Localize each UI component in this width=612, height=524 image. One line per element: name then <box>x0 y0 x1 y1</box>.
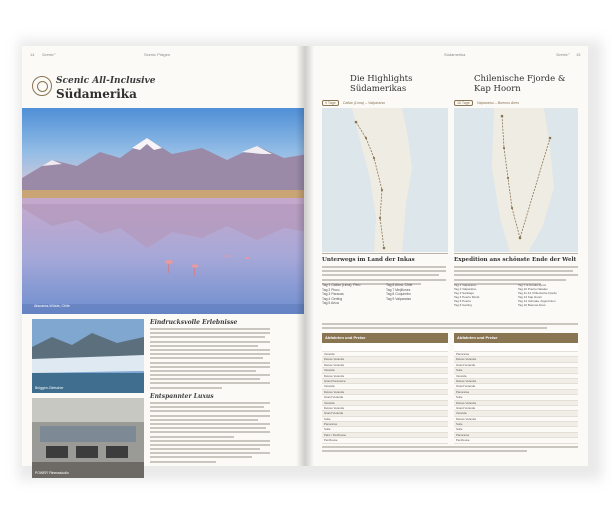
col2-title-line2: Kap Hoorn <box>474 84 521 94</box>
fitness-photo <box>32 398 144 478</box>
right-page <box>304 46 588 466</box>
running-head-brand-left: Scenic° <box>42 52 56 57</box>
table-row: Deluxe Veranda <box>454 357 578 362</box>
itinerary-day: Tag 3 Santiago <box>454 291 475 295</box>
col2-days-badge: 16 Tage <box>454 100 473 106</box>
itinerary-day: Tag 3 Paracas <box>322 292 344 297</box>
table-row: Palm / Penthouse <box>322 433 448 438</box>
table-column-header <box>322 343 448 352</box>
itinerary-day: Tag 11-12 Chilenische Fjorde <box>518 291 557 295</box>
itinerary-day: Tag 6 Arica, Chile <box>386 283 413 287</box>
table-row: Veranda <box>454 411 578 416</box>
glacier-caption: Brüggen-Gletscher <box>35 386 64 390</box>
table-row: Panorama <box>322 422 448 427</box>
table-row: Deluxe Veranda <box>322 363 448 368</box>
itinerary-day: Tag 14 Ushuaia, Argentinien <box>518 299 556 303</box>
table-row: Panorama <box>454 352 578 357</box>
itinerary-day: Tag 1 Valparaíso <box>454 283 477 287</box>
left-page <box>22 46 308 475</box>
hero-caption: Atacama-Wüste, Chile <box>34 304 70 308</box>
itinerary-day: Tag 4 Puerto Montt <box>454 295 480 299</box>
page-title: Südamerika <box>56 87 137 101</box>
tables-intro-text <box>322 323 578 331</box>
col1-route: Callao (Lima) – Valparaíso <box>342 101 386 105</box>
table-row: Deluxe Veranda <box>322 406 448 411</box>
table-row: Panorama <box>454 390 578 395</box>
table-row: Deluxe Veranda <box>454 417 578 422</box>
book-gutter <box>296 46 314 466</box>
table-row: Suite <box>454 422 578 427</box>
itinerary-day: Tag 7-9 Amalia Fjord <box>518 283 546 287</box>
section-heading-luxury: Entspannter Luxus <box>150 393 214 400</box>
table-row: Grand Veranda <box>454 363 578 368</box>
itinerary-day: Tag 16 Buenos Aires <box>518 303 546 307</box>
scenic-logo-icon <box>32 76 52 96</box>
col1-days-badge: 9 Tage <box>322 100 339 106</box>
table-row: Penthouse <box>454 438 578 443</box>
footnote-text <box>322 446 578 454</box>
col2-itinerary <box>454 283 578 307</box>
itinerary-day: Tag 13 Kap Hoorn <box>518 295 543 299</box>
itinerary-day: Tag 8 Coquimbo <box>386 292 411 297</box>
itinerary-day: Tag 1 Callao (Lima), Peru <box>322 283 361 287</box>
col2-price-table <box>454 333 578 444</box>
table-row: Penthouse <box>322 438 448 443</box>
col1-route-bar <box>322 100 448 106</box>
col2-route-map <box>454 108 578 252</box>
itinerary-day: Tag 5 Puerto <box>454 299 472 303</box>
col1-title-line1: Die Highlights <box>350 74 413 84</box>
itinerary-day: Tag 6 Gerling <box>454 303 472 307</box>
table-row: Grand Veranda <box>322 395 448 400</box>
col1-title-line2: Südamerikas <box>350 84 407 94</box>
table-row: Grand Veranda <box>454 384 578 389</box>
itinerary-day: Tag 2 Pisco <box>322 287 340 292</box>
itinerary-day: Tag 10 Puerto Natales <box>518 287 548 291</box>
section-heading-experiences: Eindrucksvolle Erlebnisse <box>150 319 238 326</box>
table-row: Grand Veranda <box>322 411 448 416</box>
page-number-right: 15 <box>576 52 581 57</box>
col2-title-line1: Chilenische Fjorde & <box>474 74 566 84</box>
fitness-caption: POWER Fitnessstudio <box>35 471 69 475</box>
table-row: Veranda <box>322 368 448 373</box>
table-row: Grand Panorama <box>322 379 448 384</box>
table-row: Deluxe Veranda <box>454 401 578 406</box>
table-row: Suite <box>322 417 448 422</box>
table-row: Veranda <box>322 384 448 389</box>
itinerary-day: Tag 5 Arica <box>322 301 339 306</box>
col1-title <box>350 74 412 94</box>
itinerary-day: Tag 7 Mejillones <box>386 287 411 292</box>
col1-section-heading: Unterwegs im Land der Inkas <box>322 257 415 263</box>
col2-route-bar <box>454 100 578 106</box>
table-row: Deluxe Veranda <box>322 357 448 362</box>
brand-title: Scenic All-Inclusive <box>56 76 156 86</box>
col2-price-table-header: Abfahrten und Preise <box>454 333 578 343</box>
col1-price-table <box>322 333 448 444</box>
luxury-body-text <box>150 402 270 465</box>
col2-section-heading: Expedition ans schönste Ende der Welt <box>454 257 577 263</box>
col2-title <box>474 74 565 94</box>
table-row: Grand Veranda <box>454 406 578 411</box>
col2-route: Valparaíso – Buenos Aires <box>476 101 520 105</box>
table-row: Veranda <box>322 401 448 406</box>
table-row: Deluxe Veranda <box>454 379 578 384</box>
table-column-header <box>454 343 578 352</box>
table-row: Veranda <box>322 352 448 357</box>
itinerary-day: Tag 9 Valparaíso <box>386 296 412 301</box>
table-row: Suite <box>454 395 578 400</box>
col1-route-map <box>322 108 448 252</box>
table-row: Veranda <box>454 374 578 379</box>
itinerary-day: Tag 4 Gerling <box>322 296 343 301</box>
hero-image <box>22 108 308 314</box>
table-row: Panorama <box>454 433 578 438</box>
page-number-left: 14 <box>30 52 35 57</box>
experiences-body-text <box>150 328 270 391</box>
table-row: Deluxe Veranda <box>322 374 448 379</box>
itinerary-day: Tag 2 Valparaíso <box>454 287 477 291</box>
table-row: Deluxe Veranda <box>322 390 448 395</box>
running-head-brand-right: Scenic° <box>556 52 570 57</box>
running-head-center-right: Südamerika <box>444 52 466 57</box>
table-row: Suite <box>322 427 448 432</box>
col1-itinerary <box>322 283 446 306</box>
col1-price-table-header: Abfahrten und Preise <box>322 333 448 343</box>
table-row: Suite <box>454 427 578 432</box>
table-row: Suite <box>454 368 578 373</box>
running-head-center-left: Scenic Prägen <box>144 52 171 57</box>
glacier-photo <box>32 319 144 393</box>
